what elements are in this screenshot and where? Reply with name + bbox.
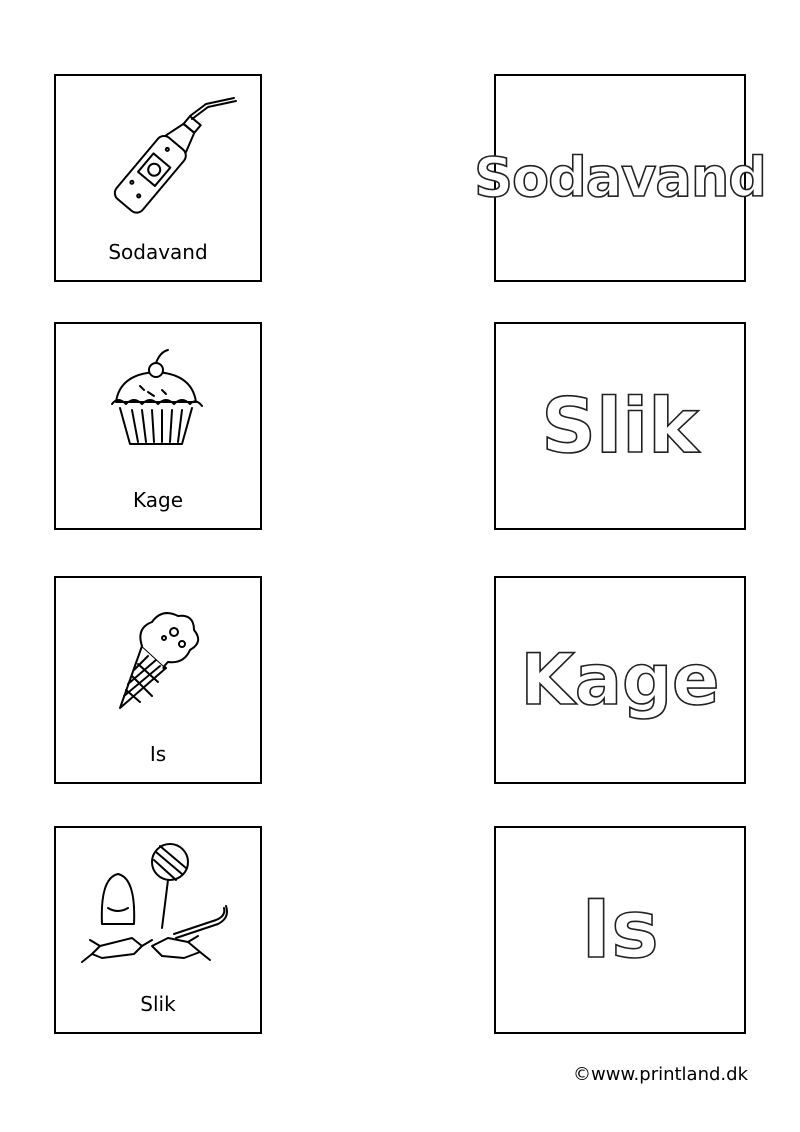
- cupcake-icon: [56, 324, 260, 484]
- outline-word: Is: [581, 883, 659, 976]
- word-card-is: [494, 826, 746, 1034]
- picture-label: Is: [149, 742, 167, 766]
- copyright-footer: ©www.printland.dk: [573, 1064, 748, 1085]
- picture-label: Slik: [140, 992, 176, 1016]
- soda-bottle-icon: [56, 76, 260, 236]
- picture-card-is: [54, 576, 262, 784]
- outline-word: Sodavand: [474, 146, 766, 209]
- outline-word: Slik: [541, 381, 699, 470]
- picture-label: Sodavand: [108, 240, 208, 264]
- picture-label: Kage: [132, 488, 184, 512]
- ice-cream-cone-icon: [56, 578, 260, 738]
- outline-word: Kage: [520, 639, 720, 721]
- word-card-slik: [494, 322, 746, 530]
- word-card-kage: [494, 576, 746, 784]
- picture-card-sodavand: [54, 74, 262, 282]
- picture-card-kage: [54, 322, 262, 530]
- picture-card-slik: [54, 826, 262, 1034]
- word-card-sodavand: [474, 74, 766, 282]
- candy-icon: [56, 828, 260, 988]
